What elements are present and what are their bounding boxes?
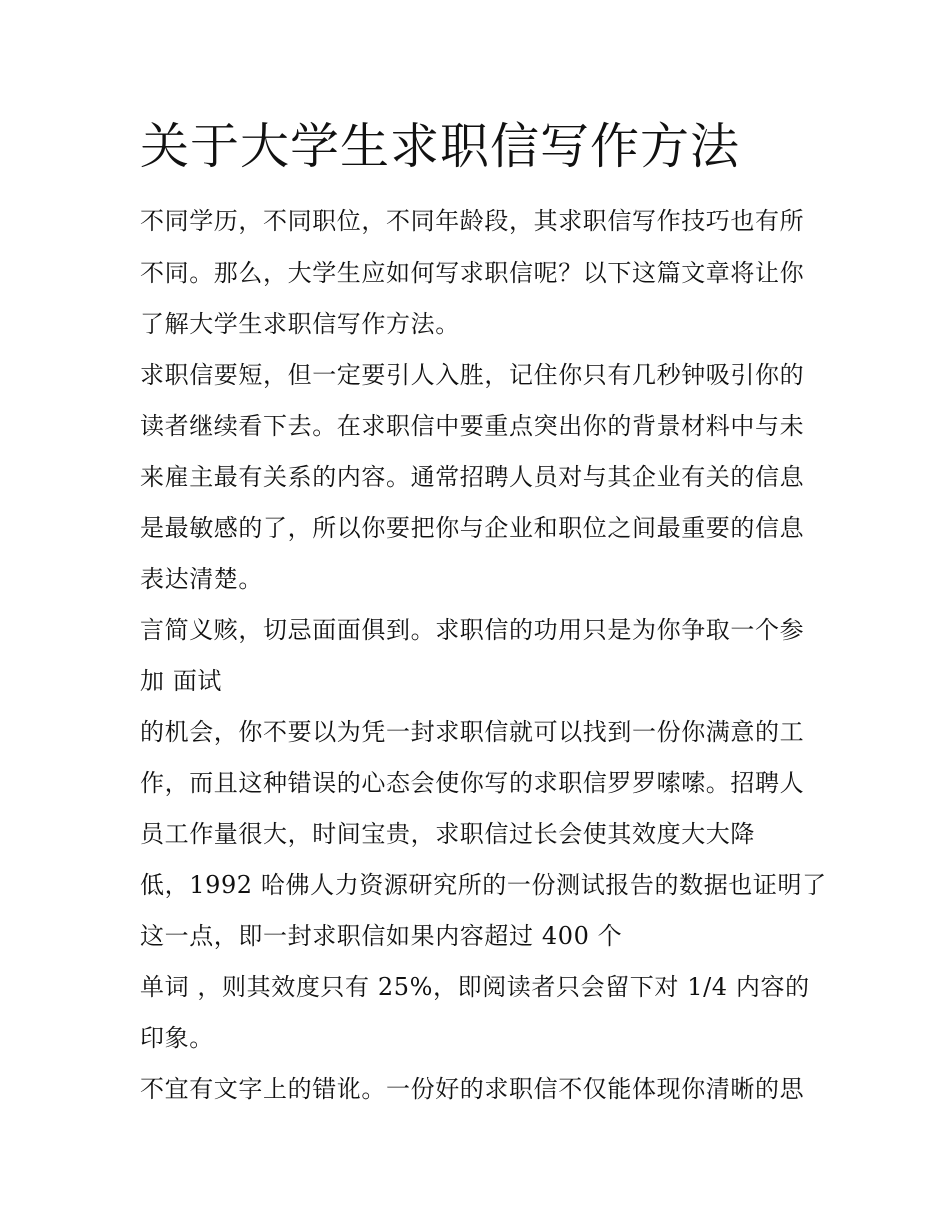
text-line: 读者继续看下去。在求职信中要重点突出你的背景材料中与未 xyxy=(140,412,805,440)
text-line: 单词 ，则其效度只有 25%，即阅读者只会留下对 1/4 内容的 xyxy=(140,973,810,1001)
text-line: 的机会，你不要以为凭一封求职信就可以找到一份你满意的工 xyxy=(140,718,805,746)
document-title: 关于大学生求职信写作方法 xyxy=(140,118,741,175)
text-line: 不同学历，不同职位，不同年龄段，其求职信写作技巧也有所 xyxy=(140,207,805,235)
text-line: 加 面试 xyxy=(140,667,223,695)
text-line: 表达清楚。 xyxy=(140,565,263,593)
text-line: 求职信要短，但一定要引人入胜，记住你只有几秒钟吸引你的 xyxy=(140,361,805,389)
text-line: 是最敏感的了，所以你要把你与企业和职位之间最重要的信息 xyxy=(140,514,805,542)
text-line: 言简义赅，切忌面面俱到。求职信的功用只是为你争取一个参 xyxy=(140,616,805,644)
text-line: 了解大学生求职信写作方法。 xyxy=(140,310,460,338)
text-line: 作，而且这种错误的心态会使你写的求职信罗罗嗦嗦。招聘人 xyxy=(140,769,805,797)
text-line: 不宜有文字上的错讹。一份好的求职信不仅能体现你清晰的思 xyxy=(140,1075,805,1103)
text-line: 印象。 xyxy=(140,1024,214,1052)
text-line: 员工作量很大，时间宝贵，求职信过长会使其效度大大降 xyxy=(140,820,755,848)
text-line: 低，1992 哈佛人力资源研究所的一份测试报告的数据也证明了 xyxy=(140,871,827,899)
text-line: 这一点，即一封求职信如果内容超过 400 个 xyxy=(140,922,623,950)
text-line: 不同。那么，大学生应如何写求职信呢？以下这篇文章将让你 xyxy=(140,259,805,287)
text-line: 来雇主最有关系的内容。通常招聘人员对与其企业有关的信息 xyxy=(140,463,805,491)
